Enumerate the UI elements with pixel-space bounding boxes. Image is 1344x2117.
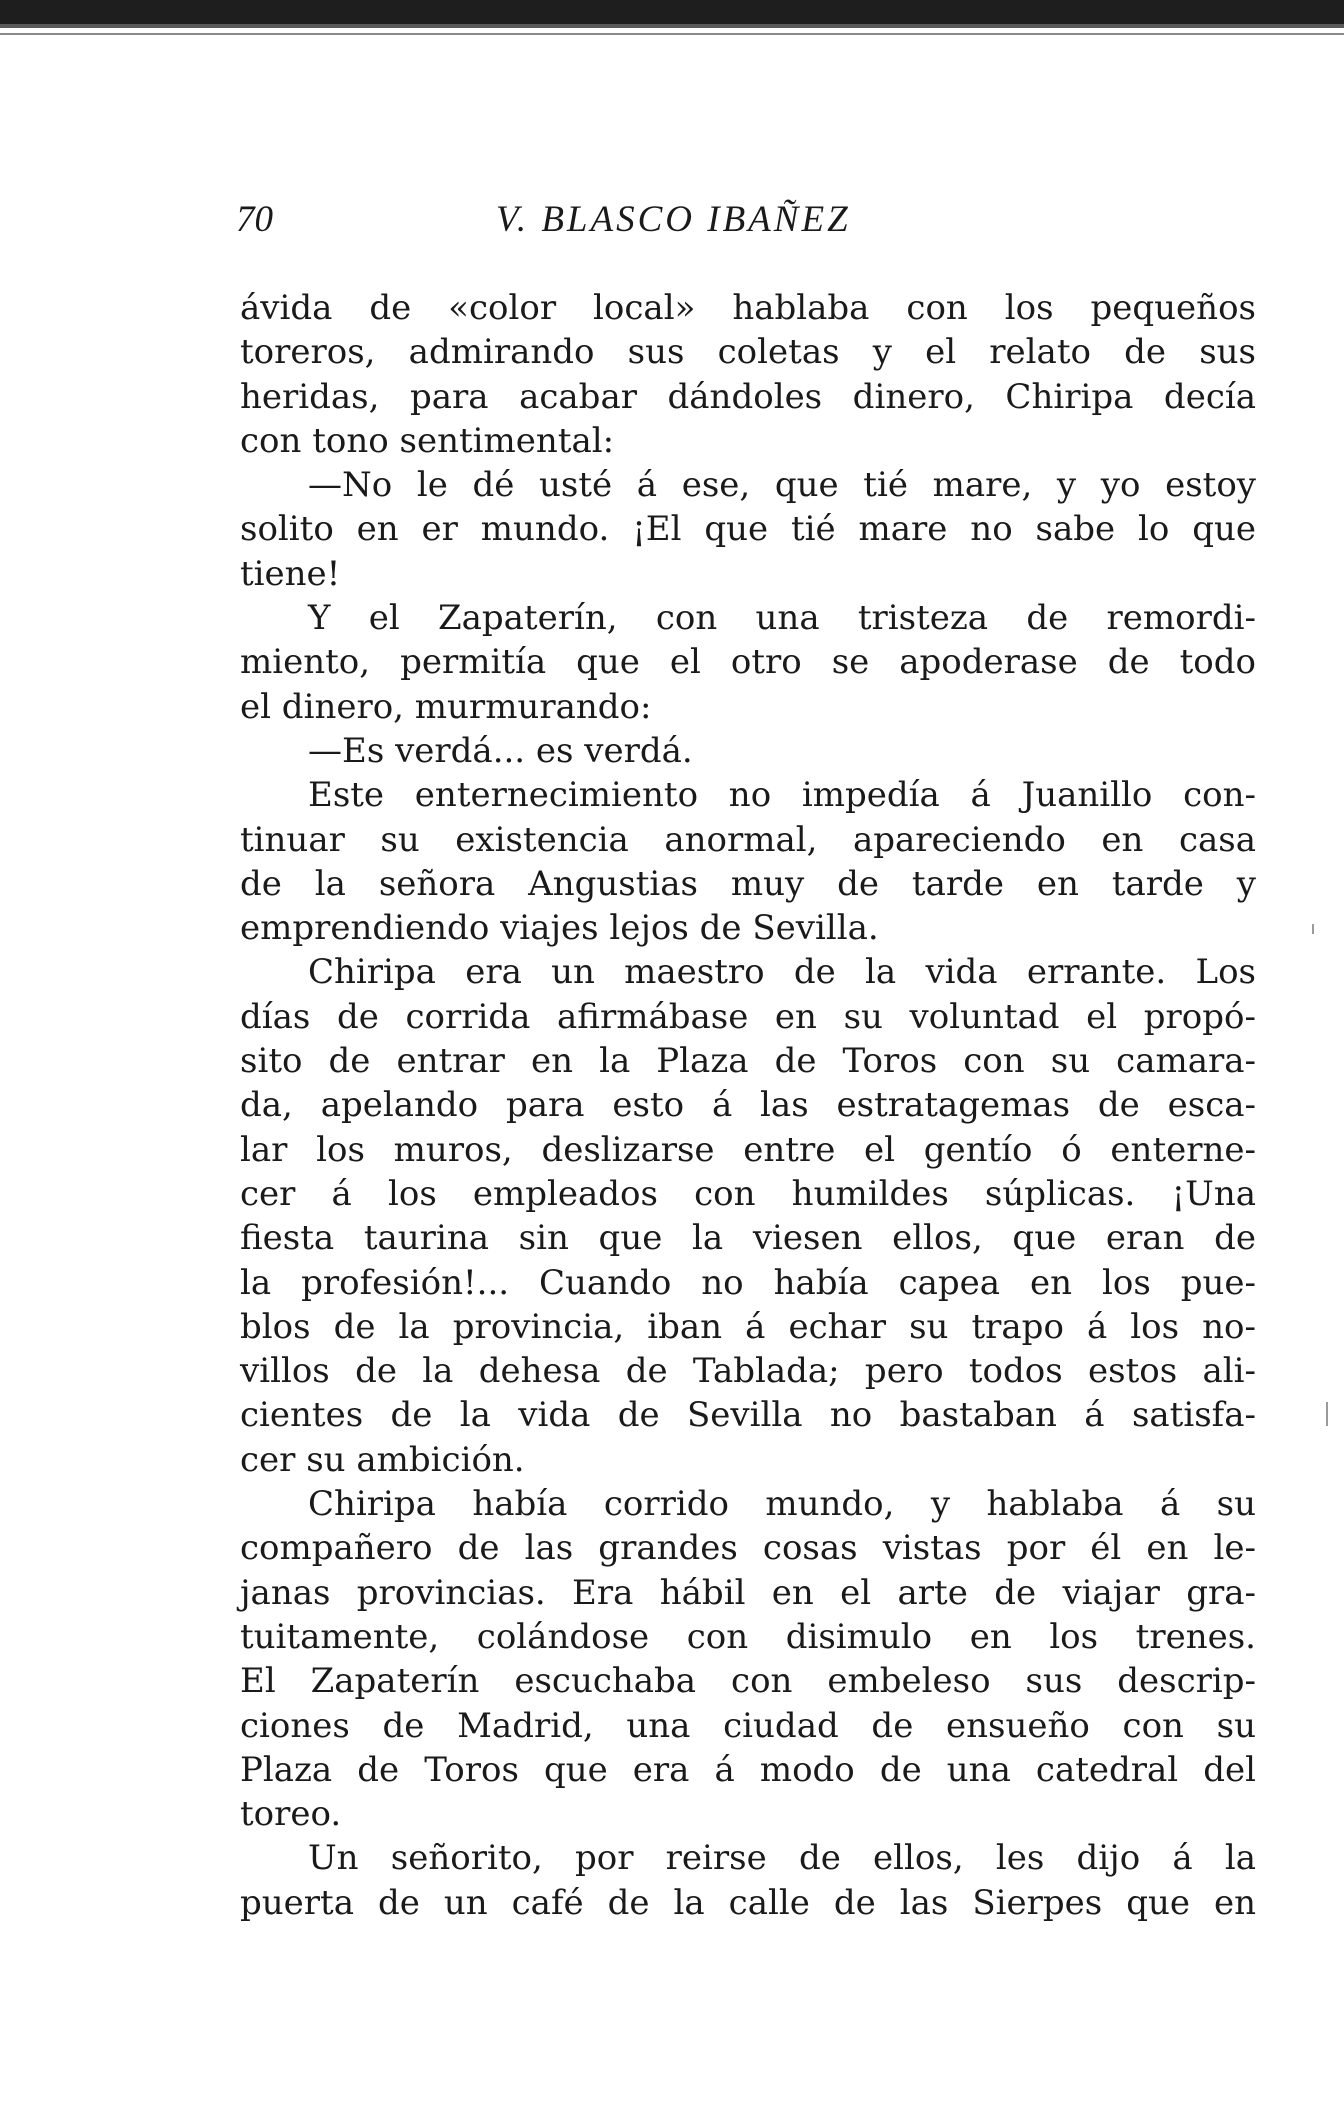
scan-speckle	[1326, 1402, 1328, 1426]
text-line: Y el Zapaterín, con una tristeza de remordi-	[308, 598, 1256, 639]
text-line: —No le dé usté á ese, que tié mare, y yo estoy	[308, 465, 1256, 506]
text-line: Chiripa había corrido mundo, y hablaba á su	[308, 1484, 1256, 1525]
page-number: 70	[236, 199, 273, 240]
top-border-rule	[0, 0, 1344, 42]
text-line: tiene!	[240, 553, 341, 594]
text-line: da, apelando para esto á las estratagemas de esca-	[240, 1085, 1256, 1126]
text-line: fiesta taurina sin que la viesen ellos, que eran de	[240, 1218, 1256, 1259]
text-line: el dinero, murmurando:	[240, 686, 652, 727]
text-line: toreros, admirando sus coletas y el relato de sus	[240, 332, 1256, 373]
text-line: Un señorito, por reirse de ellos, les dijo á la	[308, 1838, 1256, 1879]
text-line: la profesión!... Cuando no había capea en los pue-	[240, 1262, 1256, 1303]
text-line: Chiripa era un maestro de la vida errante. Los	[308, 952, 1256, 993]
text-line: blos de la provincia, iban á echar su trapo á los no-	[240, 1306, 1256, 1347]
body-text	[240, 286, 1256, 1925]
text-line: miento, permitía que el otro se apoderase de todo	[240, 642, 1256, 683]
text-line: tinuar su existencia anormal, apareciendo en casa	[240, 819, 1256, 860]
text-line: heridas, para acabar dándoles dinero, Chiripa decía	[240, 376, 1256, 417]
running-head: V. BLASCO IBAÑEZ	[496, 199, 851, 240]
text-line: toreo.	[240, 1794, 342, 1835]
text-line: emprendiendo viajes lejos de Sevilla.	[240, 908, 879, 949]
page-header	[236, 198, 1256, 252]
text-line: El Zapaterín escuchaba con embeleso sus descrip-	[240, 1661, 1256, 1702]
text-line: cer á los empleados con humildes súplicas. ¡Una	[240, 1173, 1256, 1214]
text-line: sito de entrar en la Plaza de Toros con su camara-	[240, 1041, 1256, 1082]
text-line: cer su ambición.	[240, 1439, 525, 1480]
scan-speckle	[1312, 924, 1314, 934]
text-line: tuitamente, colándose con disimulo en los trenes.	[240, 1616, 1256, 1657]
text-line: Plaza de Toros que era á modo de una catedral del	[240, 1749, 1256, 1790]
text-line: ciones de Madrid, una ciudad de ensueño con su	[240, 1705, 1256, 1746]
text-line: —Es verdá... es verdá.	[308, 730, 693, 771]
text-line: Este enternecimiento no impedía á Juanillo con-	[308, 775, 1256, 816]
text-line: con tono sentimental:	[240, 420, 615, 461]
text-line: de la señora Angustias muy de tarde en tarde y	[240, 863, 1256, 904]
text-line: puerta de un café de la calle de las Sierpes que en	[240, 1882, 1256, 1923]
text-line: solito en er mundo. ¡El que tié mare no sabe lo que	[240, 509, 1256, 550]
text-line: villos de la dehesa de Tablada; pero todos estos ali-	[240, 1351, 1256, 1392]
text-line: compañero de las grandes cosas vistas por él en le-	[240, 1528, 1256, 1569]
text-line: janas provincias. Era hábil en el arte de viajar gra-	[240, 1572, 1256, 1613]
text-line: días de corrida afirmábase en su voluntad el propó-	[240, 996, 1256, 1037]
text-line: ávida de «color local» hablaba con los pequeños	[240, 288, 1256, 328]
text-line: cientes de la vida de Sevilla no bastaban á satisfa-	[240, 1395, 1256, 1436]
text-line: lar los muros, deslizarse entre el gentío ó enterne-	[240, 1129, 1256, 1170]
